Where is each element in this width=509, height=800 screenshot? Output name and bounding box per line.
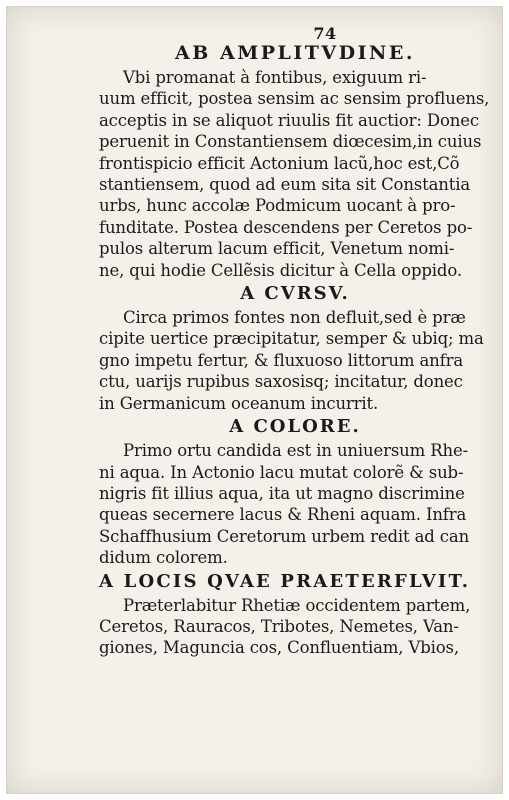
text-line: cipite uertice præcipitatur, semper & ubiq; ma — [99, 329, 484, 349]
text-line: Ceretos, Rauracos, Tribotes, Nemetes, Van- — [99, 616, 459, 636]
text-line: Præterlabitur Rhetiæ occidentem partem, — [123, 595, 471, 615]
text-line: didum colorem. — [99, 548, 228, 568]
text-line: pulos alterum lacum efficit, Venetum nomi- — [99, 239, 455, 259]
text-line: frontispicio efficit Actonium lacũ,hoc est,Cõ — [99, 153, 460, 173]
text-line: ctu, uarijs rupibus saxosisq; incitatur, donec — [99, 372, 463, 392]
text-line: queas secernere lacus & Rheni aquam. Infra — [99, 505, 467, 525]
page-content — [99, 24, 491, 659]
text-line: Circa primos fontes non defluit,sed è præ — [123, 308, 466, 328]
text-line: stantiensem, quod ad eum sita sit Constantia — [99, 175, 471, 195]
text-line: uum efficit, postea sensim ac sensim profluens, — [99, 89, 490, 109]
book-page — [6, 6, 503, 794]
text-line: Primo ortu candida est in uniuersum Rhe- — [123, 441, 469, 461]
text-line: Schaffhusium Ceretorum urbem redit ad can — [99, 526, 470, 546]
text-line: gno impetu fertur, & fluxuoso littorum anfra — [99, 350, 464, 370]
paragraph-source — [99, 67, 491, 281]
text-line: ne, qui hodie Cellẽsis dicitur à Cella oppido. — [99, 260, 462, 280]
paragraph-colore — [99, 440, 491, 568]
text-line: urbs, hunc accolæ Podmicum uocant à pro- — [99, 196, 456, 216]
text-line: Vbi promanat à fontibus, exiguum ri- — [123, 68, 427, 87]
text-line: nigris fit illius aqua, ita ut magno discrimine — [99, 483, 465, 503]
section-heading-colore: A COLORE. — [229, 416, 361, 438]
section-heading-locis: A LOCIS QVAE PRAETERFLVIT. — [99, 570, 471, 592]
text-line: acceptis in se aliquot riuulis fit auctior: Donec — [99, 110, 479, 130]
text-line: funditate. Postea descendens per Ceretos po- — [99, 217, 473, 237]
paragraph-cursu — [99, 307, 491, 414]
section-heading-cursu: A CVRSV. — [240, 283, 350, 305]
text-line: in Germanicum oceanum incurrit. — [99, 393, 379, 413]
paragraph-locis — [99, 595, 491, 659]
running-head: AB AMPLITVDINE. — [175, 42, 415, 64]
text-line: giones, Maguncia cos, Confluentiam, Vbios, — [99, 638, 459, 658]
page-number: 74 — [313, 24, 337, 43]
text-line: peruenit in Constantiensem diœcesim,in cuius — [99, 132, 482, 152]
text-line: ni aqua. In Actonio lacu mutat colorẽ & sub- — [99, 462, 464, 482]
